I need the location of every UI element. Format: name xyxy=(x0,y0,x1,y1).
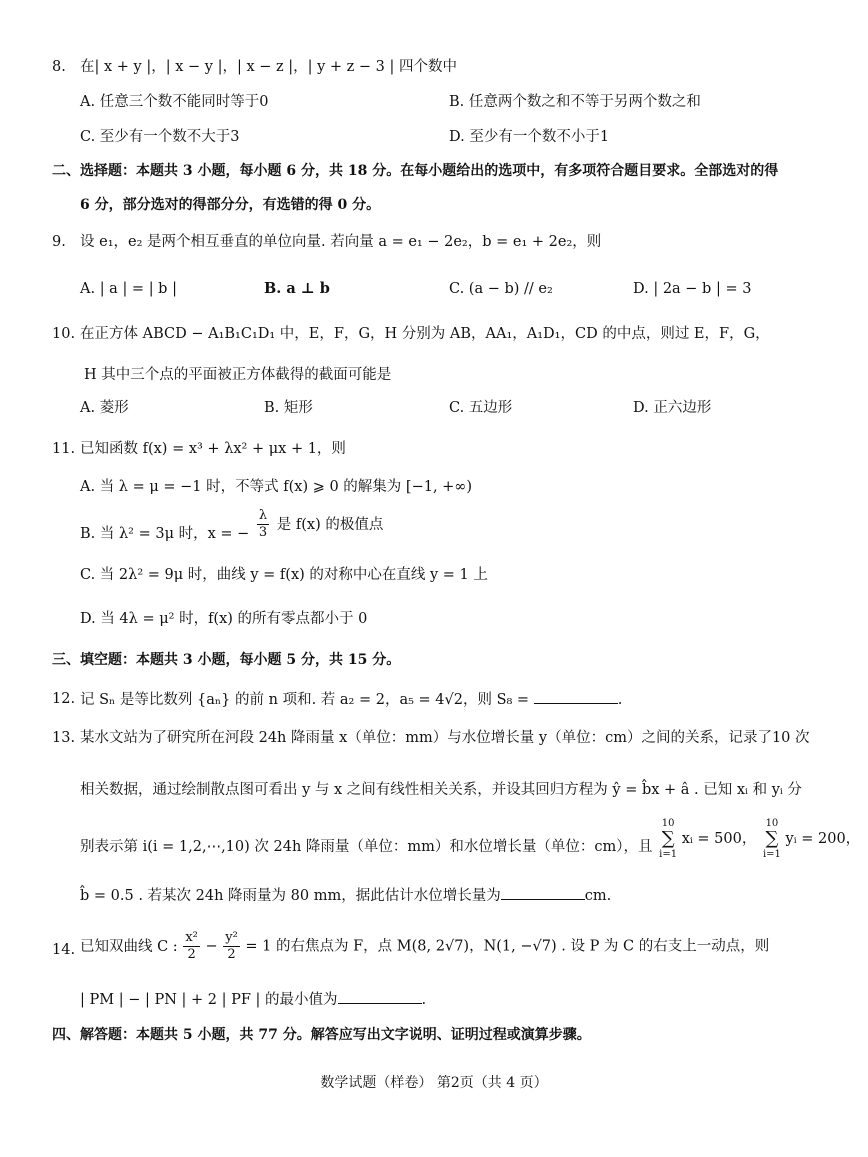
fraction: $\frac{\text{x²}}{2}$ xyxy=(185,930,198,962)
fraction: $\frac{\text{y²}}{2}$ xyxy=(225,930,238,962)
page-footer: 数学试题（样卷） 第2页（共 4 页） xyxy=(320,1075,548,1091)
answer-blank[interactable] xyxy=(338,989,422,1004)
option-c: C. 至少有一个数不大于3 xyxy=(80,129,240,145)
option-a: A. 任意三个数不能同时等于0 xyxy=(80,94,269,110)
question-stem: 某水文站为了研究所在河段 24h 降雨量 x（单位：mm）与水位增长量 y（单位：cm）之间的关系，记录了10 次 xyxy=(80,730,810,746)
question-stem: 已知函数 f(x) = x³ + λx² + μx + 1，则 xyxy=(80,441,346,457)
question-stem: 在正方体 ABCD − A₁B₁C₁D₁ 中，E，F，G，H 分别为 AB，AA₁，A₁D₁，CD 的中点，则过 E，F，G， xyxy=(80,326,770,342)
question-number: 11. xyxy=(52,441,76,457)
option-d: D. 至少有一个数不小于1 xyxy=(449,129,610,145)
fraction: $\frac{\lambda}{3}$ xyxy=(258,508,268,540)
answer-blank[interactable] xyxy=(501,885,585,900)
question-stem-cont: 相关数据，通过绘制散点图可看出 y 与 x 之间有线性相关关系，并设其回归方程为 ŷ = b̂x + â . 已知 xᵢ 和 yᵢ 分 xyxy=(80,782,802,798)
question-14 xyxy=(0,928,868,972)
question-stem: 已知双曲线 C : $\frac{\text{x²}}{2}$ − $\frac{\text{y²}}{2}$ = 1 的右焦点为 F，点 M(8, 2√7)，N(1, −√7) . 设 P 为 C 的右支上一动点，则 xyxy=(80,930,770,962)
option-b: B. a ⊥ b xyxy=(264,280,330,297)
option-a: A. 菱形 xyxy=(80,400,129,416)
option-d: D. | 2a − b | = 3 xyxy=(633,281,752,297)
question-number: 9. xyxy=(52,234,66,250)
question-number: 13. xyxy=(52,730,76,746)
question-stem-cont: | PM | − | PN | + 2 | PF | 的最小值为 . xyxy=(80,989,426,1010)
option-c: C. 五边形 xyxy=(449,400,513,416)
option-a: A. | a | = | b | xyxy=(80,281,177,297)
option-d: D. 正六边形 xyxy=(633,400,712,416)
question-stem-cont: H 其中三个点的平面被正方体截得的截面可能是 xyxy=(84,367,392,383)
section-heading: 二、选择题：本题共 3 小题，每小题 6 分，共 18 分。在每小题给出的选项中，有多项符合题目要求。全部选对的得 xyxy=(52,163,779,179)
summation-icon: 10 ∑ i=1 xyxy=(762,818,781,860)
question-number: 8. xyxy=(52,59,66,75)
question-number: 14. xyxy=(52,942,76,958)
question-number: 12. xyxy=(52,691,76,707)
option-b: B. 矩形 xyxy=(264,400,313,416)
section-heading: 四、解答题：本题共 5 小题，共 77 分。解答应写出文字说明、证明过程或演算步骤。 xyxy=(52,1027,591,1043)
option-d: D. 当 4λ = μ² 时，f(x) 的所有零点都小于 0 xyxy=(80,611,368,627)
option-b: B. 任意两个数之和不等于另两个数之和 xyxy=(449,94,701,110)
section-heading: 三、填空题：本题共 3 小题，每小题 5 分，共 15 分。 xyxy=(52,652,401,668)
option-a: A. 当 λ = μ = −1 时，不等式 f(x) ⩾ 0 的解集为 [−1, +∞) xyxy=(80,479,473,495)
question-stem: 记 Sₙ 是等比数列 {aₙ} 的前 n 项和. 若 a₂ = 2，a₅ = 4√2，则 S₈ = . xyxy=(80,689,622,710)
question-stem: 在| x + y |，| x − y |，| x − z |，| y + z − 3 | 四个数中 xyxy=(80,59,458,75)
option-b: B. 当 λ² = 3μ 时，x = − $\frac{\lambda}{3}$ 是 f(x) 的极值点 xyxy=(80,508,384,542)
question-number: 10. xyxy=(52,326,76,342)
question-stem: 设 e₁，e₂ 是两个相互垂直的单位向量. 若向量 a = e₁ − 2e₂，b = e₁ + 2e₂，则 xyxy=(80,234,602,250)
summation-icon: 10 ∑ i=1 xyxy=(659,818,678,860)
option-c: C. 当 2λ² = 9μ 时，曲线 y = f(x) 的对称中心在直线 y = 1 上 xyxy=(80,567,488,583)
answer-blank[interactable] xyxy=(534,689,618,704)
option-c: C. (a − b) // e₂ xyxy=(449,281,553,297)
question-stem-cont: 别表示第 i(i = 1,2,⋯,10) 次 24h 降雨量（单位：mm）和水位增长量（单位：cm），且 10 ∑ i=1 xᵢ = 500， 10 ∑ i=1 yᵢ = 200， xyxy=(80,818,861,860)
section-heading-cont: 6 分，部分选对的得部分分，有选错的得 0 分。 xyxy=(80,197,381,213)
question-stem-cont: b̂ = 0.5 . 若某次 24h 降雨量为 80 mm，据此估计水位增长量为 cm. xyxy=(80,885,611,906)
